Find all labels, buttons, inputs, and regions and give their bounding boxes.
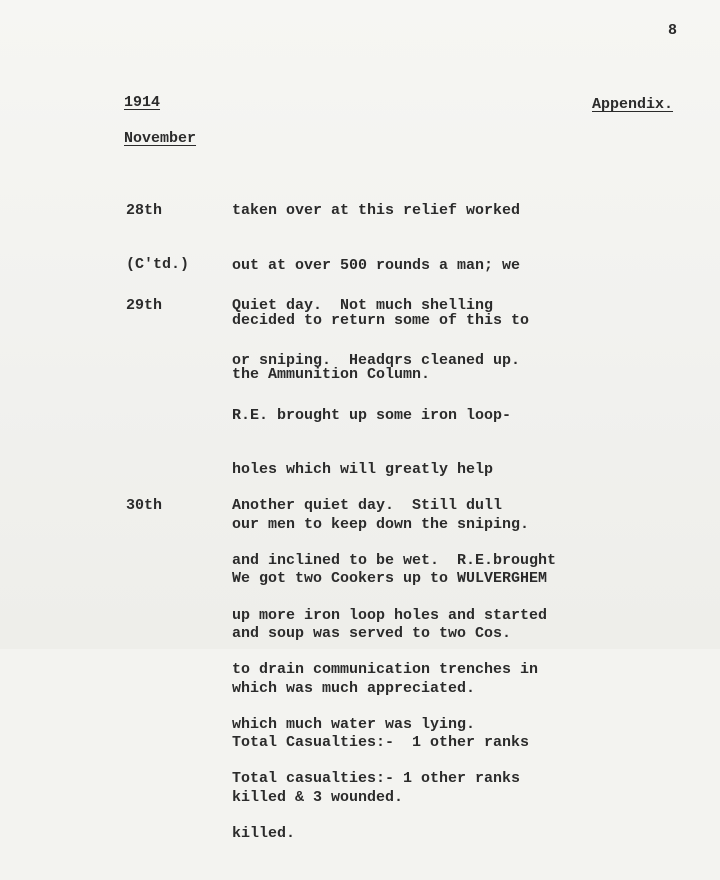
entry-text-line: out at over 500 rounds a man; we	[232, 257, 521, 275]
entry-text-line: to drain communication trenches in	[232, 661, 539, 679]
appendix-label: Appendix.	[592, 96, 674, 113]
entry-text-line: decided to return some of this to	[232, 311, 530, 329]
entry-text-line: Total casualties:- 1 other ranks	[232, 770, 521, 788]
entry-text-line: which was much appreciated.	[232, 679, 476, 697]
entry-text-line: and inclined to be wet. R.E.brought	[232, 552, 557, 570]
entry-text-line: up more iron loop holes and started	[232, 606, 548, 624]
entry-text-line: which much water was lying.	[232, 715, 476, 733]
entry-date	[126, 461, 180, 551]
entry-text-line: our men to keep down the sniping.	[232, 515, 530, 533]
month-heading: November	[124, 130, 197, 147]
entry-text	[232, 461, 556, 880]
entry-date	[126, 261, 180, 351]
entry-text-line: Quiet day. Not much shelling	[232, 297, 494, 315]
entry-date-line: (C'td.)	[126, 256, 190, 273]
entry-text-line: the Ammunition Column.	[232, 366, 431, 384]
entry-text-line: killed & 3 wounded.	[232, 788, 404, 806]
entry-date-line: 29th	[126, 297, 163, 314]
entry-date-line: 28th	[126, 202, 163, 219]
entry-text-line: and soup was served to two Cos.	[232, 625, 512, 643]
year-heading: 1914	[124, 94, 161, 111]
entry-text-line: killed.	[232, 825, 296, 843]
entry-text-line: R.E. brought up some iron loop-	[232, 406, 512, 424]
entry-text-line: We got two Cookers up to WULVERGHEM	[232, 570, 548, 588]
entry-date-line: 30th	[126, 497, 163, 514]
entry-text-line: taken over at this relief worked	[232, 202, 521, 220]
page-number: 8	[668, 22, 678, 39]
entry-text-line: Another quiet day. Still dull	[232, 497, 503, 515]
entry-text-line: or sniping. Headqrs cleaned up.	[232, 352, 521, 370]
entry-text-line: holes which will greatly help	[232, 461, 494, 479]
entry-text-line: Total Casualties:- 1 other ranks	[232, 734, 530, 752]
